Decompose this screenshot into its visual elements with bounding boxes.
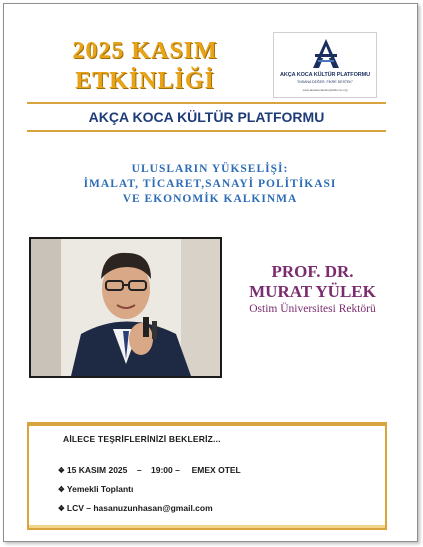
- logo-name: AKÇA KOCA KÜLTÜR PLATFORMU: [280, 72, 370, 78]
- speaker-name: [230, 262, 395, 302]
- talk-title-line1: ULUSLARIN YÜKSELİŞİ:: [131, 163, 289, 175]
- logo-tagline: "İNSANA DEĞER, FİKRE DESTEK": [297, 80, 353, 84]
- talk-title-line2: İMALAT, TİCARET,SANAYİ POLİTİKASI: [83, 178, 337, 190]
- divider-bottom: [27, 130, 386, 132]
- speaker-photo-illustration: [31, 239, 220, 376]
- platform-logo: [273, 32, 377, 98]
- date-text: 15 KASIM 2025 – 19:00 – EMEX OTEL: [66, 465, 241, 475]
- speaker-photo: [29, 237, 222, 378]
- platform-logo-icon: [312, 38, 340, 70]
- speaker-affiliation: Ostim Üniversitesi Rektörü: [249, 303, 376, 315]
- event-title-line1: 2025 KASIM: [72, 38, 218, 64]
- event-title: [40, 36, 250, 96]
- four-diamond-bullet-icon: ❖: [57, 466, 65, 475]
- speaker-fullname: MURAT YÜLEK: [249, 282, 376, 301]
- rsvp-line: [53, 493, 213, 513]
- four-diamond-bullet-icon: ❖: [57, 485, 65, 494]
- meal-text: Yemekli Toplantı: [66, 484, 134, 494]
- date-line: [53, 455, 241, 475]
- logo-url: www.akcakocakulturplatformu.org: [302, 88, 348, 92]
- invite-text: AİLECE TEŞRİFLERİNİZİ BEKLERİZ...: [63, 434, 221, 444]
- platform-heading: AKÇA KOCA KÜLTÜR PLATFORMU: [88, 109, 325, 125]
- rsvp-text: LCV – hasanuzunhasan@gmail.com: [66, 503, 213, 513]
- four-diamond-bullet-icon: ❖: [57, 504, 65, 513]
- event-title-line2: ETKİNLİĞİ: [75, 68, 215, 94]
- meal-line: [53, 474, 133, 494]
- talk-title-line3: VE EKONOMİK KALKINMA: [122, 193, 298, 205]
- talk-title: [40, 162, 380, 207]
- speaker-title: PROF. DR.: [271, 262, 354, 281]
- divider-top: [27, 102, 386, 104]
